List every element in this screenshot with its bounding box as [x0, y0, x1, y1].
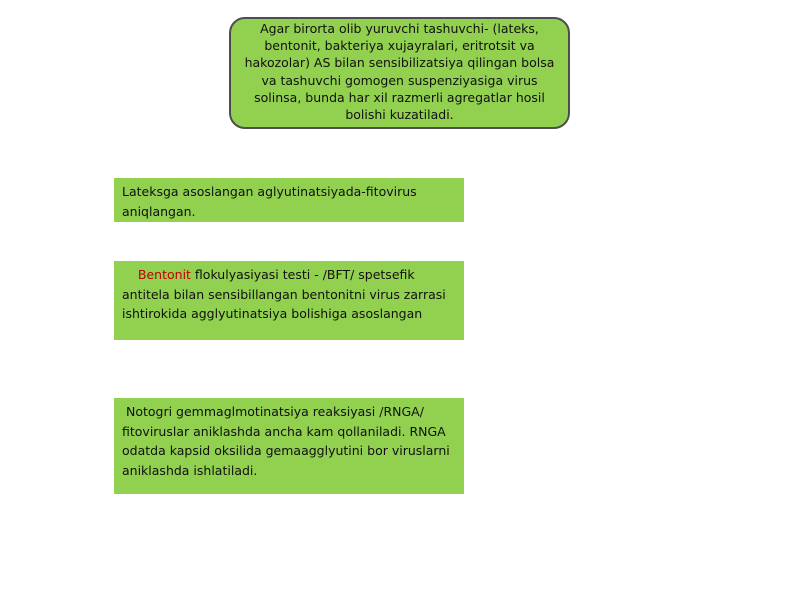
bentonite-flocculation-text: flokulyasiyasi testi - /BFT/ spetsefik antitela bilan sensibillangan bentonitni virus zarrasi ishtirokida agglyutinatsiya bolishiga asoslangan [122, 267, 446, 321]
bentonite-flocculation-box [114, 261, 464, 340]
main-info-text: Agar birorta olib yuruvchi tashuvchi- (lateks, bentonit, bakteriya xujayralari, eritrotsit va hakozolar) AS bilan sensibilizatsiya qilingan bolsa va tashuvchi gomogen suspenziyasiga virus solinsa, bunda har xil razmerli agregatlar hosil bolishi kuzatiladi. [244, 21, 555, 123]
rnga-text: Notogri gemmaglmotinatsiya reaksiyasi /RNGA/ fitoviruslar aniklashda ancha kam qollaniladi. RNGA odatda kapsid oksilida gemaagglyutini bor viruslarni aniklashda ishlatiladi. [122, 404, 450, 478]
latex-agglutination-text: Lateksga asoslangan aglyutinatsiyada-fitovirus aniqlangan. [122, 184, 417, 219]
bentonit-highlight: Bentonit [137, 267, 191, 282]
main-info-box [229, 17, 570, 129]
box-indent [122, 267, 138, 282]
rnga-box [114, 398, 464, 494]
latex-agglutination-box [114, 178, 464, 222]
